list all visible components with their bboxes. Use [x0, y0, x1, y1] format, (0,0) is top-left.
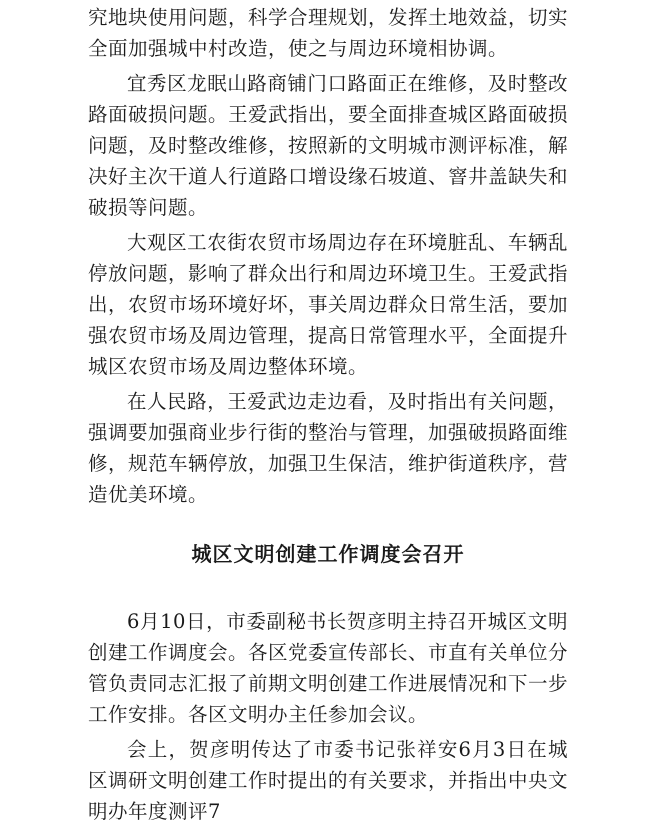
- article1-paragraph-4: 在人民路，王爱武边走边看，及时指出有关问题，强调要加强商业步行街的整治与管理，加强破损路面维修，规范车辆停放，加强卫生保洁，维护街道秩序，营造优美环境。: [88, 390, 569, 506]
- article1-paragraph-2: 宜秀区龙眠山路商铺门口路面正在维修，及时整改路面破损问题。王爱武指出，要全面排查城区路面破损问题，及时整改维修，按照新的文明城市测评标准，解决好主次干道人行道路口增设缘石坡道、窨井盖缺失和破损等问题。: [88, 72, 569, 219]
- article2-title: 城区文明创建工作调度会召开: [191, 542, 465, 566]
- article1-paragraph-3: 大观区工农街农贸市场周边存在环境脏乱、车辆乱停放问题，影响了群众出行和周边环境卫生。王爱武指出，农贸市场环境好坏，事关周边群众日常生活，要加强农贸市场及周边管理，提高日常管理水平，全面提升城区农贸市场及周边整体环境。: [88, 231, 569, 378]
- article2-paragraph-2: 会上，贺彦明传达了市委书记张祥安6月3日在城区调研文明创建工作时提出的有关要求，并指出中央文明办年度测评7: [88, 738, 569, 823]
- article2-paragraph-1: 6月10日，市委副秘书长贺彦明主持召开城区文明创建工作调度会。各区党委宣传部长、市直有关单位分管负责同志汇报了前期文明创建工作进展情况和下一步工作安排。各区文明办主任参加会议。: [88, 610, 569, 726]
- document-body: [88, 2, 568, 831]
- article1-paragraph-1: 究地块使用问题，科学合理规划，发挥土地效益，切实全面加强城中村改造，使之与周边环境相协调。: [88, 6, 569, 60]
